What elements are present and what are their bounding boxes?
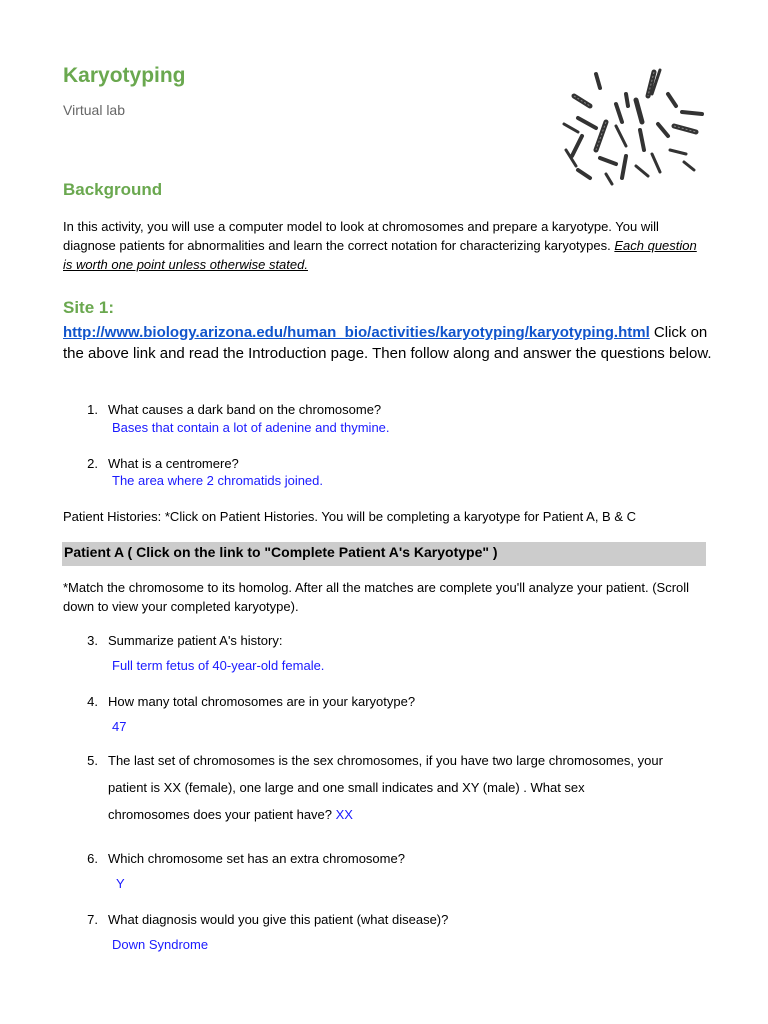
question-7 [77,910,448,929]
question-6 [77,849,405,868]
answer-4: 47 [112,719,127,734]
background-heading: Background [63,180,163,199]
answer-7: Down Syndrome [112,937,209,952]
question-number: 3. [87,633,98,648]
question-number: 4. [87,694,98,709]
question-text: How many total chromosomes are in your karyotype? [108,694,416,709]
background-emphasis: Each question is worth one point unless otherwise stated. [63,238,697,272]
page-subtitle: Virtual lab [63,102,126,118]
question-1 [77,400,381,419]
question-text: What causes a dark band on the chromosome? [108,402,382,417]
page-title: Karyotyping [63,64,186,87]
question-4 [77,692,415,711]
question-3 [77,631,282,650]
question-number: 2. [87,456,98,471]
question-number: 1. [87,402,98,417]
site1-heading: Site 1: [63,298,115,317]
question-text-line2: patient is XX (female), one large and one small indicates and XY (male) . What sex [108,780,585,795]
question-text: What diagnosis would you give this patient (what disease)? [108,912,449,927]
site1-link[interactable]: http://www.biology.arizona.edu/human_bio/activities/karyotyping/karyotyping.html [63,324,650,341]
question-number: 6. [87,851,98,866]
question-2 [77,454,239,473]
chromosome-spread-image [556,66,708,188]
question-text-line1: The last set of chromosomes is the sex chromosomes, if you have two large chromosomes, your [108,753,663,768]
site1-instructions: Click on the above link and read the Introduction page. Then follow along and answer the questions below. [63,324,712,362]
background-paragraph [63,217,703,274]
question-5 [77,747,717,828]
question-number: 5. [87,753,98,768]
question-text-line3: chromosomes does your patient have? [108,807,336,822]
patient-histories-text: Patient Histories: *Click on Patient Histories. You will be completing a karyotype for Patient A, B & C [63,509,636,524]
patient-a-heading: Patient A ( Click on the link to "Complete Patient A's Karyotype" ) [64,544,498,560]
answer-3: Full term fetus of 40-year-old female. [112,658,325,673]
patient-a-heading-bar [62,542,706,566]
answer-5: XX [335,807,353,822]
question-text: Which chromosome set has an extra chromosome? [108,851,405,866]
answer-1: Bases that contain a lot of adenine and thymine. [112,420,390,435]
question-text: Summarize patient A's history: [108,633,283,648]
background-text: In this activity, you will use a computer model to look at chromosomes and prepare a karyotype. You will diagnose patients for abnormalities and learn the correct notation for characterizing karyotypes. [63,219,659,253]
question-text: What is a centromere? [108,456,239,471]
patient-a-note: *Match the chromosome to its homolog. After all the matches are complete you'll analyze your patient. (Scroll down to view your completed karyotype). [63,580,690,614]
answer-6: Y [116,876,125,891]
question-number: 7. [87,912,98,927]
answer-2: The area where 2 chromatids joined. [112,473,324,488]
site1-paragraph [63,322,713,364]
